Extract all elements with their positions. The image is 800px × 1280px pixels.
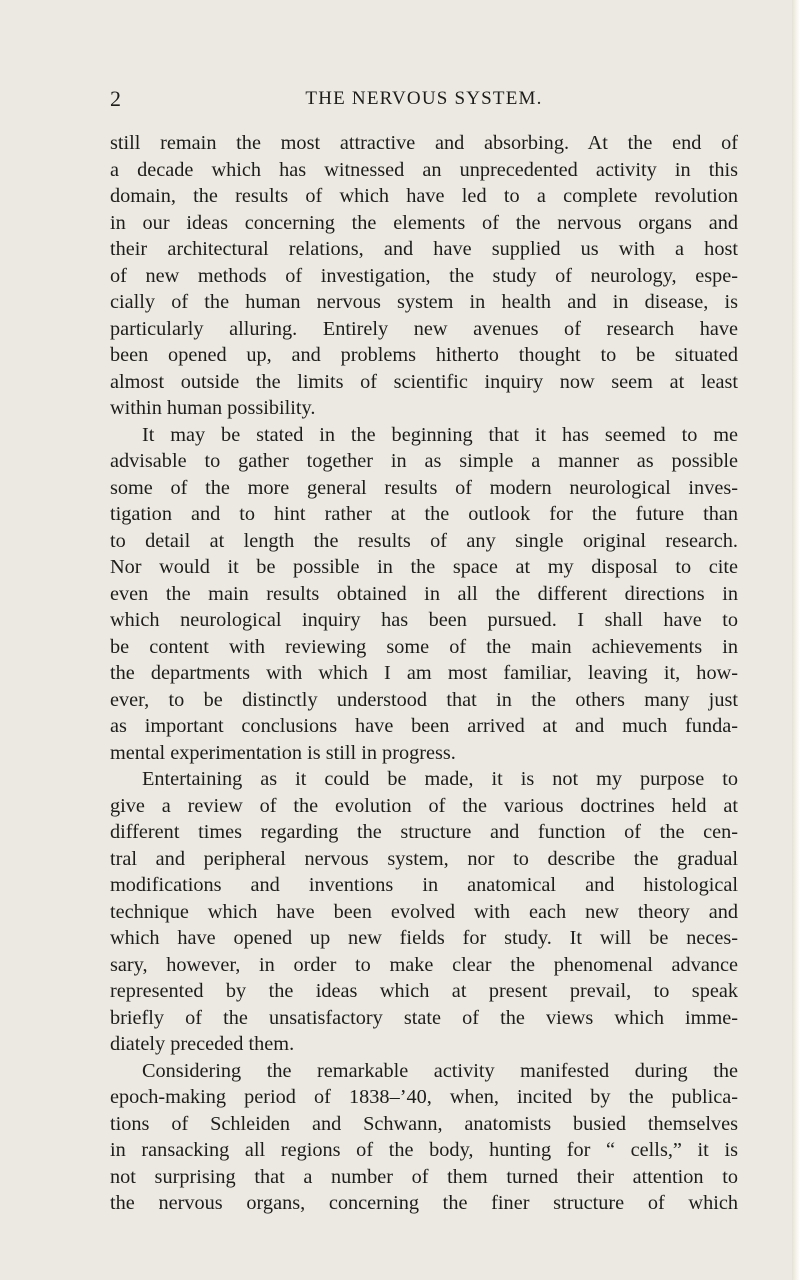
text-line: which have opened up new fields for study. It will be neces- [110, 927, 738, 949]
text-line: a decade which has witnessed an unprecedented activity in this [110, 158, 738, 181]
text-line: briefly of the unsatisfactory state of the views which imme- [110, 1006, 738, 1029]
text-line: advisable to gather together in as simple a manner as possible [110, 450, 738, 472]
text-line: been opened up, and problems hitherto thought to be situated [110, 344, 738, 366]
running-head: THE NERVOUS SYSTEM. [305, 88, 543, 109]
text-line: still remain the most attractive and absorbing. At the end of [110, 132, 738, 154]
text-line: modifications and inventions in anatomical and histological [110, 874, 738, 896]
text-line: not surprising that a number of them turned their attention to [110, 1165, 738, 1188]
text-line: be content with reviewing some of the main achievements in [110, 635, 738, 658]
text-line: of new methods of investigation, the study of neurology, espe- [110, 264, 738, 287]
page-edge [792, 0, 800, 1280]
text-line: tigation and to hint rather at the outlook for the future than [110, 503, 738, 525]
text-line: different times regarding the structure and function of the cen- [110, 821, 738, 843]
text-line: the nervous organs, concerning the finer structure of which [110, 1192, 738, 1214]
text-line: their architectural relations, and have supplied us with a host [110, 238, 738, 260]
text-line: cially of the human nervous system in health and in disease, is [110, 291, 738, 313]
text-line: in ransacking all regions of the body, hunting for “ cells,” it is [110, 1139, 738, 1161]
paragraph-first-line: Considering the remarkable activity manifested during the [142, 1059, 738, 1082]
text-line: in our ideas concerning the elements of the nervous organs and [110, 211, 738, 234]
text-line: tions of Schleiden and Schwann, anatomists busied themselves [110, 1112, 738, 1135]
text-line: give a review of the evolution of the various doctrines held at [110, 794, 738, 817]
text-line: domain, the results of which have led to a complete revolution [110, 185, 738, 207]
page-header [110, 86, 738, 120]
text-line: the departments with which I am most familiar, leaving it, how- [110, 662, 738, 684]
page-number: 2 [110, 86, 121, 111]
text-line: which neurological inquiry has been pursued. I shall have to [110, 609, 738, 631]
body-text [110, 130, 738, 1217]
text-line: epoch-making period of 1838–’40, when, incited by the publica- [110, 1086, 738, 1108]
text-line: even the main results obtained in all the different directions in [110, 582, 738, 605]
text-line: technique which have been evolved with each new theory and [110, 900, 738, 923]
text-line: to detail at length the results of any single original research. [110, 529, 738, 552]
text-line: particularly alluring. Entirely new avenues of research have [110, 317, 738, 340]
text-line: diately preceded them. [110, 1033, 295, 1055]
text-line: Nor would it be possible in the space at my disposal to cite [110, 556, 738, 578]
text-line: ever, to be distinctly understood that in the others many just [110, 688, 738, 711]
text-line: as important conclusions have been arrived at and much funda- [110, 715, 738, 737]
text-line: represented by the ideas which at present prevail, to speak [110, 980, 738, 1002]
text-line: tral and peripheral nervous system, nor to describe the gradual [110, 847, 738, 870]
paragraph-first-line: It may be stated in the beginning that it has seemed to me [142, 423, 738, 446]
text-line: some of the more general results of modern neurological inves- [110, 476, 738, 499]
text-line: almost outside the limits of scientific inquiry now seem at least [110, 370, 738, 393]
text-line: mental experimentation is still in progress. [110, 741, 456, 764]
text-line: within human possibility. [110, 397, 316, 419]
text-line: sary, however, in order to make clear the phenomenal advance [110, 953, 738, 976]
paragraph-first-line: Entertaining as it could be made, it is not my purpose to [142, 768, 738, 790]
